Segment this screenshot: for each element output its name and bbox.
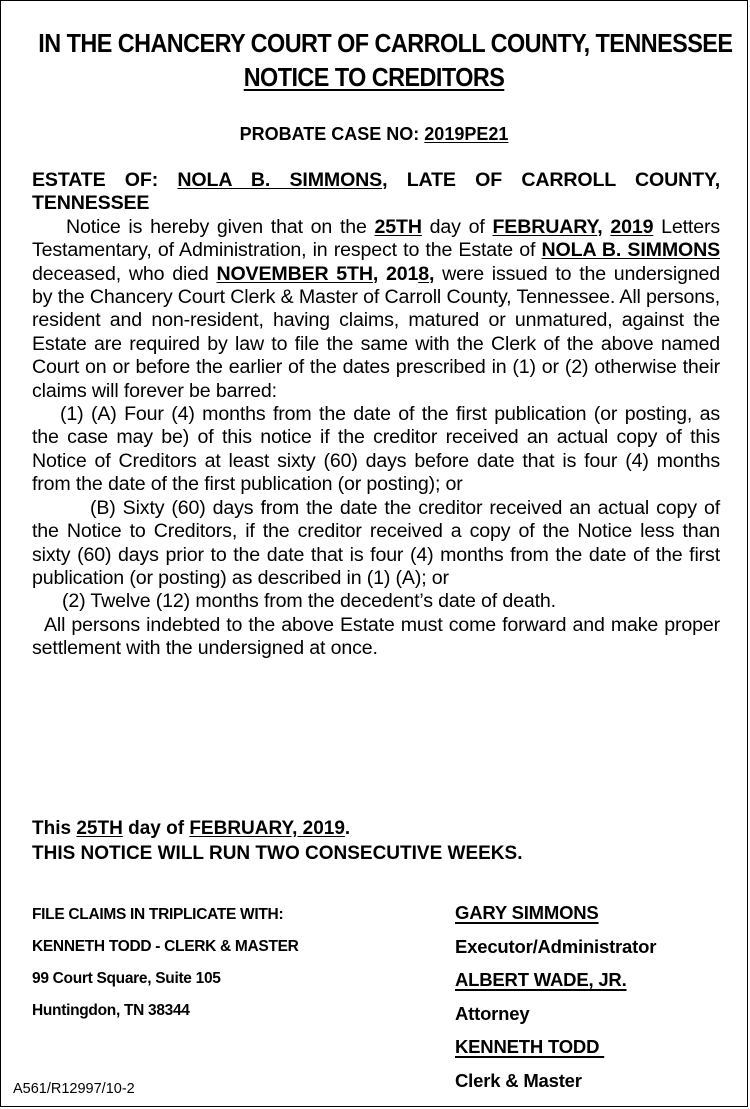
notice-paragraph-1a: (1) (A) Four (4) months from the date of the first publication (or posting, as the case may be) of this notice if the creditor received an actual copy of this Notice of Creditors at least sixty (60) days before date that is four (4) months from the date of the first publication (or posting); or: [32, 403, 720, 496]
notice-day: 25TH: [374, 215, 422, 238]
closing-day: 25TH: [76, 818, 123, 839]
notice-text: day of: [421, 215, 493, 238]
run-notice: THIS NOTICE WILL RUN TWO CONSECUTIVE WEEKS.: [32, 843, 523, 864]
estate-rest: , LATE OF CARROLL COUNTY, TENNESSEE: [32, 169, 720, 215]
notice-title-text: NOTICE TO CREDITORS: [243, 62, 505, 92]
death-date: NOVEMBER 5TH: [216, 262, 373, 285]
notice-month: FEBRUARY: [492, 215, 598, 238]
notice-paragraph-2: (2) Twelve (12) months from the decedent’s date of death.: [62, 590, 556, 613]
death-year-b: 8: [418, 262, 429, 285]
closing-block: [32, 816, 522, 866]
notice-year: 2019: [610, 215, 654, 238]
notice-comma: ,: [597, 215, 611, 238]
death-year-a: 201: [386, 262, 419, 285]
executor-role: Executor/Administrator: [455, 935, 657, 957]
notice-text: Letters Testamentary, of Administration, in respect to the Estate of: [32, 215, 720, 262]
claims-block: [32, 899, 299, 1027]
notice-title: [38, 61, 709, 93]
death-comma: ,: [372, 262, 386, 285]
notice-paragraph-1b: (B) Sixty (60) days from the date the creditor received an actual copy of the Notice to Creditors, if the creditor received a copy of the Notice less than sixty (60) days prior to the date that is four (4) months from the date of the first publication (or posting) as described in (1) (A); or: [32, 496, 720, 589]
claims-address: 99 Court Square, Suite 105: [32, 970, 221, 987]
clerk-name: KENNETH TODD: [455, 1036, 605, 1058]
closing-text: day of: [122, 818, 190, 839]
signature-block: [455, 896, 656, 1098]
case-number: 2019PE21: [424, 124, 509, 144]
court-title: IN THE CHANCERY COURT OF CARROLL COUNTY, TENNESSEE: [38, 28, 733, 58]
estate-label: ESTATE OF:: [32, 169, 178, 191]
notice-text: Notice is hereby given that on the: [66, 215, 375, 238]
notice-paragraph-1: [32, 216, 720, 403]
closing-date: FEBRUARY, 2019: [189, 818, 345, 839]
closing-period: .: [344, 818, 351, 839]
attorney-role: Attorney: [455, 1002, 530, 1024]
death-end: ,: [429, 262, 435, 285]
claims-city: Huntingdon, TN 38344: [32, 1002, 190, 1019]
decedent-name: NOLA B. SIMMONS: [541, 239, 720, 262]
clerk-role: Clerk & Master: [455, 1069, 582, 1091]
probate-case-line: [1, 123, 747, 145]
executor-name: GARY SIMMONS: [455, 902, 599, 923]
claims-clerk: KENNETH TODD - CLERK & MASTER: [32, 938, 299, 955]
notice-text: were issued to the undersigned by the Chancery Court Clerk & Master of Carroll County, Tennessee. All persons, resident and non-resident, having claims, matured or unmatured, against the Estate are required by law to file the same with the Clerk of the above named Court on or before the earlier of the dates prescribed in (1) or (2) otherwise their claims will forever be barred:: [32, 262, 721, 402]
notice-body: [32, 169, 720, 661]
claims-heading: FILE CLAIMS IN TRIPLICATE WITH:: [32, 906, 284, 923]
attorney-name: ALBERT WADE, JR.: [455, 969, 627, 991]
ad-code: A561/R12997/10-2: [13, 1081, 135, 1097]
closing-text: This: [32, 818, 77, 839]
notice-paragraph-settlement: All persons indebted to the above Estate must come forward and make proper settlement with the undersigned at once.: [32, 613, 720, 660]
dated-line: [32, 816, 522, 841]
notice-text: deceased, who died: [32, 262, 217, 285]
case-label: PROBATE CASE NO:: [239, 124, 425, 144]
estate-line: [32, 169, 720, 216]
estate-name: NOLA B. SIMMONS: [177, 169, 383, 191]
